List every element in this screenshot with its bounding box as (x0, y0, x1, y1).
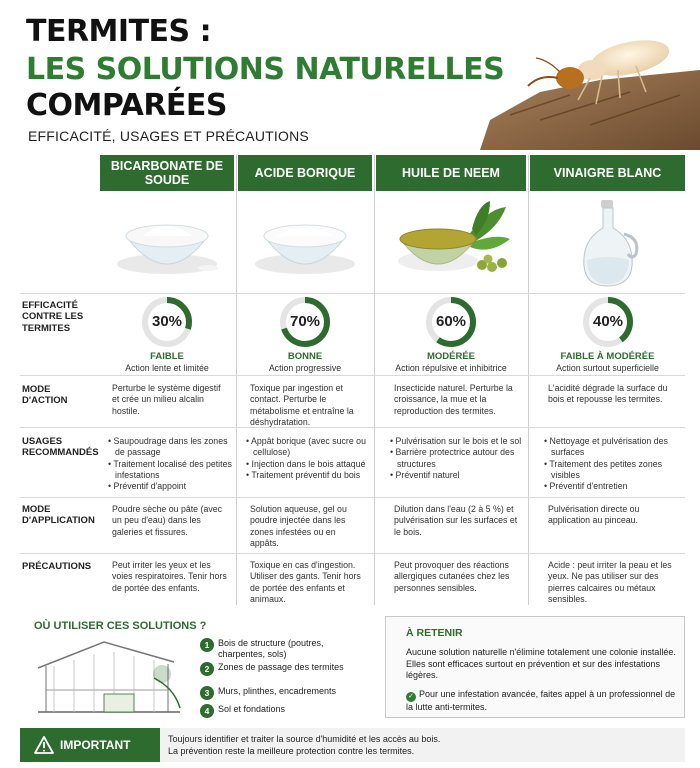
white-powder-bowl-icon (250, 202, 360, 282)
efficacy-level: FAIBLE (150, 351, 184, 362)
important-text: Toujours identifier et traiter la source d'humidité et les accès au bois. La prévention reste la meilleure protection contre les termites. (168, 734, 441, 756)
precautions-cell: Toxique en cas d'ingestion. Utiliser des gants. Tenir hors de portée des enfants et animaux. (250, 560, 361, 604)
list-item: • Appât borique (avec sucre ou cellulose) (246, 436, 370, 459)
mode-action-cell: L'acidité dégrade la surface du bois et repousse les termites. (548, 383, 668, 405)
row-label-mode-action: MODE D'ACTION (22, 384, 68, 407)
list-item: • Pulvérisation sur le bois et le sol (390, 436, 522, 447)
important-badge (20, 728, 160, 762)
title-line-2: LES SOLUTIONS NATURELLES (26, 52, 505, 87)
row-divider (20, 293, 685, 294)
application-cell: Dilution dans l'eau (2 à 5 %) et pulvérisation sur les surfaces et le bois. (394, 504, 518, 537)
retenir-box (385, 616, 685, 718)
legend-item-4: 4 Sol et fondations (218, 704, 368, 715)
efficacy-percent: 60% (435, 313, 467, 330)
termite-on-wood-icon (480, 0, 700, 150)
precautions-cell: Acide : peut irriter la peau et les yeux. Ne pas utiliser sur des pierres calcaires ou métaux sensibles. (548, 560, 672, 604)
warning-icon (34, 736, 54, 754)
list-item: • Préventif d'appoint (108, 481, 232, 492)
efficacy-level: BONNE (287, 351, 323, 362)
usages-cell (246, 436, 370, 481)
retenir-title: À RETENIR (406, 627, 463, 639)
comparison-table (20, 155, 685, 605)
white-powder-bowl-icon (112, 202, 222, 282)
list-item: • Nettoyage et pulvérisation des surfaces (544, 436, 680, 459)
check-icon: ✓ (406, 692, 416, 702)
usages-cell (108, 436, 232, 492)
efficacy-description: Action lente et limitée (125, 363, 209, 373)
list-item: • Traitement localisé des petites infestations (108, 459, 232, 482)
legend-item-1: 1 Bois de structure (poutres, charpentes, sols) (218, 638, 368, 661)
row-label-efficacy: EFFICACITÉ CONTRE LES TERMITES (22, 300, 84, 334)
legend-item-2: 2 Zones de passage des termites (218, 662, 368, 673)
where-title: OÙ UTILISER CES SOLUTIONS ? (34, 620, 207, 632)
list-item: • Barrière protectrice autour des structures (390, 447, 522, 470)
application-cell: Pulvérisation directe ou application au pinceau. (548, 504, 640, 526)
efficacy-description: Action surtout superficielle (556, 363, 659, 373)
list-item: • Injection dans le bois attaqué (246, 459, 370, 470)
application-cell: Poudre sèche ou pâte (avec un peu d'eau) dans les galeries et fissures. (112, 504, 223, 537)
mode-action-cell: Toxique par ingestion et contact. Perturbe le métabolisme et entraîne la déshydratation. (250, 383, 354, 427)
efficacy-description: Action progressive (268, 363, 342, 373)
efficacy-percent: 40% (592, 313, 624, 330)
efficacy-percent: 30% (151, 313, 183, 330)
subtitle: EFFICACITÉ, USAGES ET PRÉCAUTIONS (28, 128, 309, 144)
column-header-bicarbonate: BICARBONATE DE SOUDE (100, 155, 234, 191)
retenir-text: Aucune solution naturelle n'élimine totalement une colonie installée. Elles sont efficaces surtout en prévention et sur des infestations légères. (406, 647, 676, 681)
list-item: • Traitement des petites zones visibles (544, 459, 680, 482)
efficacy-percent: 70% (289, 313, 321, 330)
column-header-acide-borique: ACIDE BORIQUE (238, 155, 372, 191)
column-header-vinaigre: VINAIGRE BLANC (530, 155, 685, 191)
where-to-use-section (20, 610, 375, 720)
column-divider (528, 155, 529, 605)
row-divider (20, 553, 685, 554)
important-banner (20, 728, 685, 762)
important-label: IMPORTANT (60, 738, 131, 752)
column-divider (374, 155, 375, 605)
precautions-cell: Peut irriter les yeux et les voies respiratoires. Tenir hors de portée des enfants. (112, 560, 227, 593)
usages-cell (390, 436, 522, 481)
list-item: • Préventif d'entretien (544, 481, 680, 492)
row-divider (20, 375, 685, 376)
list-item: • Traitement préventif du bois (246, 470, 370, 481)
precautions-cell: Peut provoquer des réactions allergiques cutanées chez les personnes sensibles. (394, 560, 510, 593)
vinegar-bottle-icon (568, 194, 648, 290)
mode-action-cell: Insecticide naturel. Perturbe la croissance, la mue et la reproduction des termites. (394, 383, 513, 416)
application-cell: Solution aqueuse, gel ou poudre injectée dans les zones infestées ou en appâts. (250, 504, 347, 548)
row-divider (20, 497, 685, 498)
neem-oil-bowl-icon (386, 199, 516, 285)
row-label-application: MODE D'APPLICATION (22, 504, 95, 527)
mode-action-cell: Perturbe le système digestif et crée un milieu alcalin hostile. (112, 383, 221, 416)
row-label-usages: USAGES RECOMMANDÉS (22, 436, 99, 459)
row-label-precautions: PRÉCAUTIONS (22, 561, 92, 572)
retenir-tip: ✓ Pour une infestation avancée, faites appel à un professionnel de la lutte anti-termites. (406, 689, 676, 712)
column-divider (236, 155, 237, 605)
efficacy-description: Action répulsive et inhibitrice (395, 363, 507, 373)
column-header-huile-neem: HUILE DE NEEM (376, 155, 526, 191)
legend-item-3: 3 Murs, plinthes, encadrements (218, 686, 368, 697)
usages-cell (544, 436, 680, 492)
list-item: • Préventif naturel (390, 470, 522, 481)
house-diagram-icon (34, 638, 184, 718)
efficacy-level: MODÉRÉE (426, 351, 476, 362)
title-line-3: COMPARÉES (26, 88, 228, 123)
efficacy-level: FAIBLE À MODÉRÉE (560, 351, 655, 362)
title-line-1: TERMITES : (26, 14, 212, 49)
list-item: • Saupoudrage dans les zones de passage (108, 436, 232, 459)
